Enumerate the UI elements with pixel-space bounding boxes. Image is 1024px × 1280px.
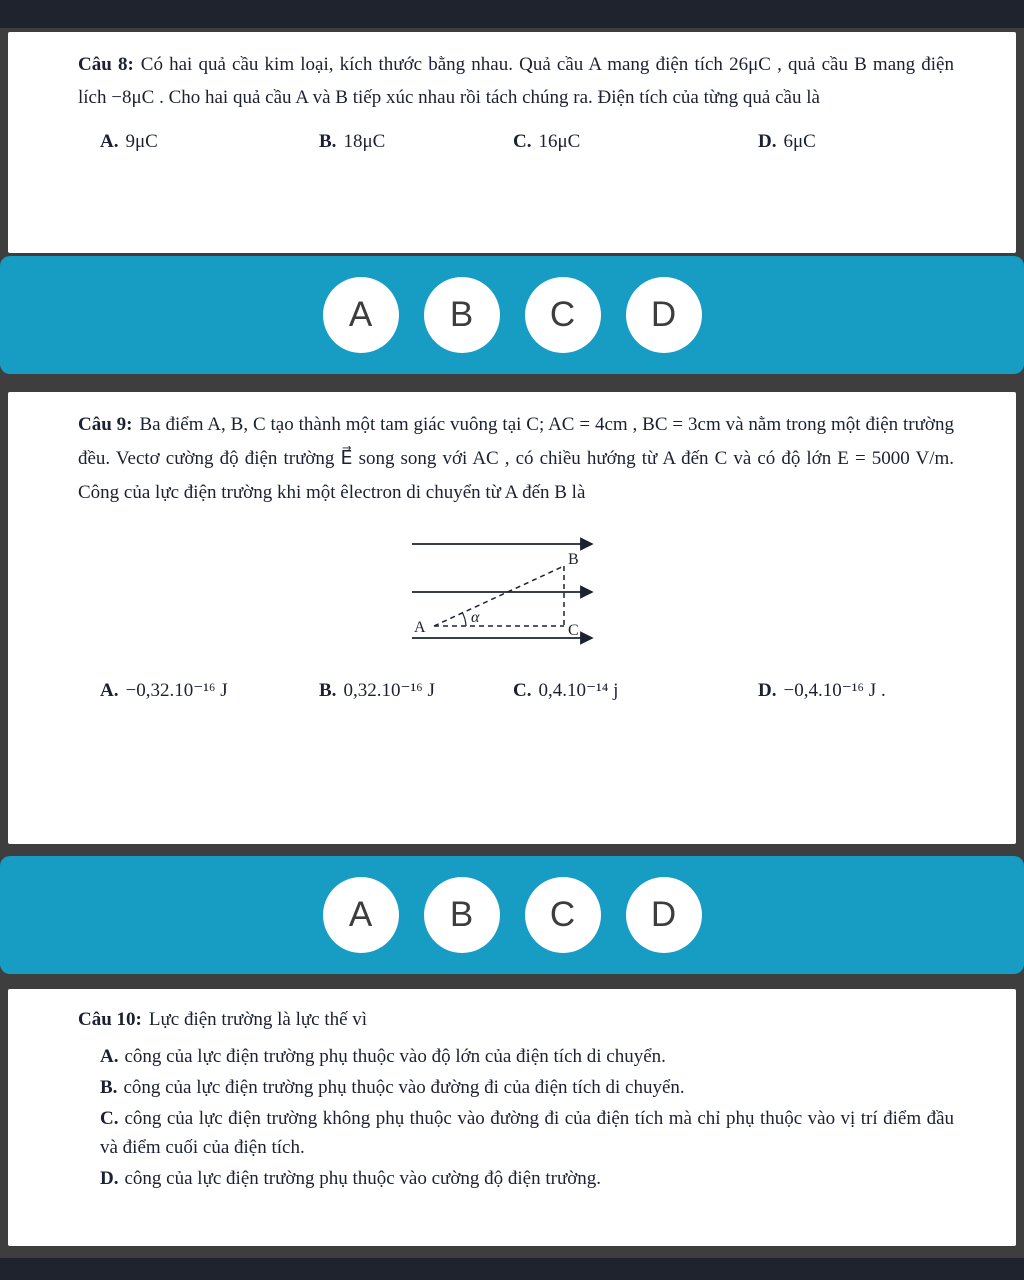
option-c [513,676,758,706]
answer-button-c[interactable]: C [525,877,601,953]
option-c-label: C. [100,1108,119,1129]
triangle-dashed-lines [434,566,564,626]
question-9-body: Ba điểm A, B, C tạo thành một tam giác vuông tại C; AC = 4cm , BC = 3cm và nằm trong một điện trường đều. Vectơ cường độ điện trường E⃗ song song với AC , có chiều hướng từ A đến C và có độ lớn E = 5000 V/m. Công của lực điện trường khi một êlectron di chuyển từ A đến B là [78,414,954,503]
answer-band-q9 [0,856,1024,974]
question-9-number: Câu 9: [78,414,133,435]
option-c-text: 0,4.10⁻¹⁴ j [538,680,619,701]
question-8-body: Có hai quả cầu kim loại, kích thước bằng nhau. Quả cầu A mang điện tích 26μC , quả cầu B mang điện lích −8μC . Cho hai quả cầu A và B tiếp xúc nhau rồi tách chúng ra. Điện tích của từng quả cầu là [78,54,954,108]
answer-button-c[interactable]: C [525,277,601,353]
answer-button-a[interactable]: A [323,877,399,953]
question-10-options [100,1042,954,1193]
option-a-label: A. [100,131,119,152]
option-c-text: 16μC [538,131,581,152]
question-8-paragraph [78,48,954,114]
option-c [100,1104,954,1162]
option-d [758,676,954,706]
answer-band-q8 [0,256,1024,374]
question-9-paragraph [78,408,954,510]
option-c-label: C. [513,680,532,701]
question-8-options [100,127,954,157]
question-9-options [100,676,954,706]
question-card-10 [8,989,1016,1246]
diagram-label-b: B [567,551,579,568]
bottom-bar [0,1258,1024,1280]
diagram-wrapper [78,514,954,660]
diagram-label-a: A [413,619,426,636]
top-status-bar [0,0,1024,28]
option-d-text: −0,4.10⁻¹⁶ J . [783,680,886,701]
option-a [100,127,319,157]
answer-button-d[interactable]: D [626,877,702,953]
option-a [100,1042,954,1071]
option-b-text: công của lực điện trường phụ thuộc vào đường đi của điện tích di chuyển. [123,1077,685,1098]
option-b [319,127,513,157]
diagram-label-c: C [567,622,579,639]
option-d-label: D. [758,131,777,152]
question-10-paragraph [78,1003,954,1036]
electric-field-diagram [404,514,629,654]
option-d [100,1164,954,1193]
option-d-label: D. [100,1168,119,1189]
question-card-8 [8,32,1016,253]
question-10-body: Lực điện trường là lực thế vì [148,1009,368,1030]
option-a-text: −0,32.10⁻¹⁶ J [125,680,228,701]
option-b-label: B. [100,1077,118,1098]
option-a-label: A. [100,680,119,701]
question-8-number: Câu 8: [78,54,134,75]
diagram-label-alpha: α [470,609,479,626]
option-c-text: công của lực điện trường không phụ thuộc vào đường đi của điện tích mà chỉ phụ thuộc vào vị trí điểm đầu và điểm cuối của điện tích. [100,1108,954,1158]
answer-button-d[interactable]: D [626,277,702,353]
option-a-text: 9μC [125,131,158,152]
answer-button-b[interactable]: B [424,877,500,953]
question-card-9 [8,392,1016,844]
option-c-label: C. [513,131,532,152]
answer-button-a[interactable]: A [323,277,399,353]
option-d-text: 6μC [783,131,816,152]
angle-arc [462,612,466,626]
option-b-label: B. [319,680,337,701]
option-b-text: 0,32.10⁻¹⁶ J [343,680,435,701]
option-a [100,676,319,706]
option-d-label: D. [758,680,777,701]
option-b [100,1073,954,1102]
answer-button-b[interactable]: B [424,277,500,353]
question-10-number: Câu 10: [78,1009,142,1030]
option-d [758,127,954,157]
option-b-label: B. [319,131,337,152]
option-a-label: A. [100,1046,119,1067]
option-b [319,676,513,706]
option-d-text: công của lực điện trường phụ thuộc vào cường độ điện trường. [124,1168,602,1189]
option-c [513,127,758,157]
option-b-text: 18μC [343,131,386,152]
option-a-text: công của lực điện trường phụ thuộc vào độ lớn của điện tích di chuyển. [124,1046,666,1067]
